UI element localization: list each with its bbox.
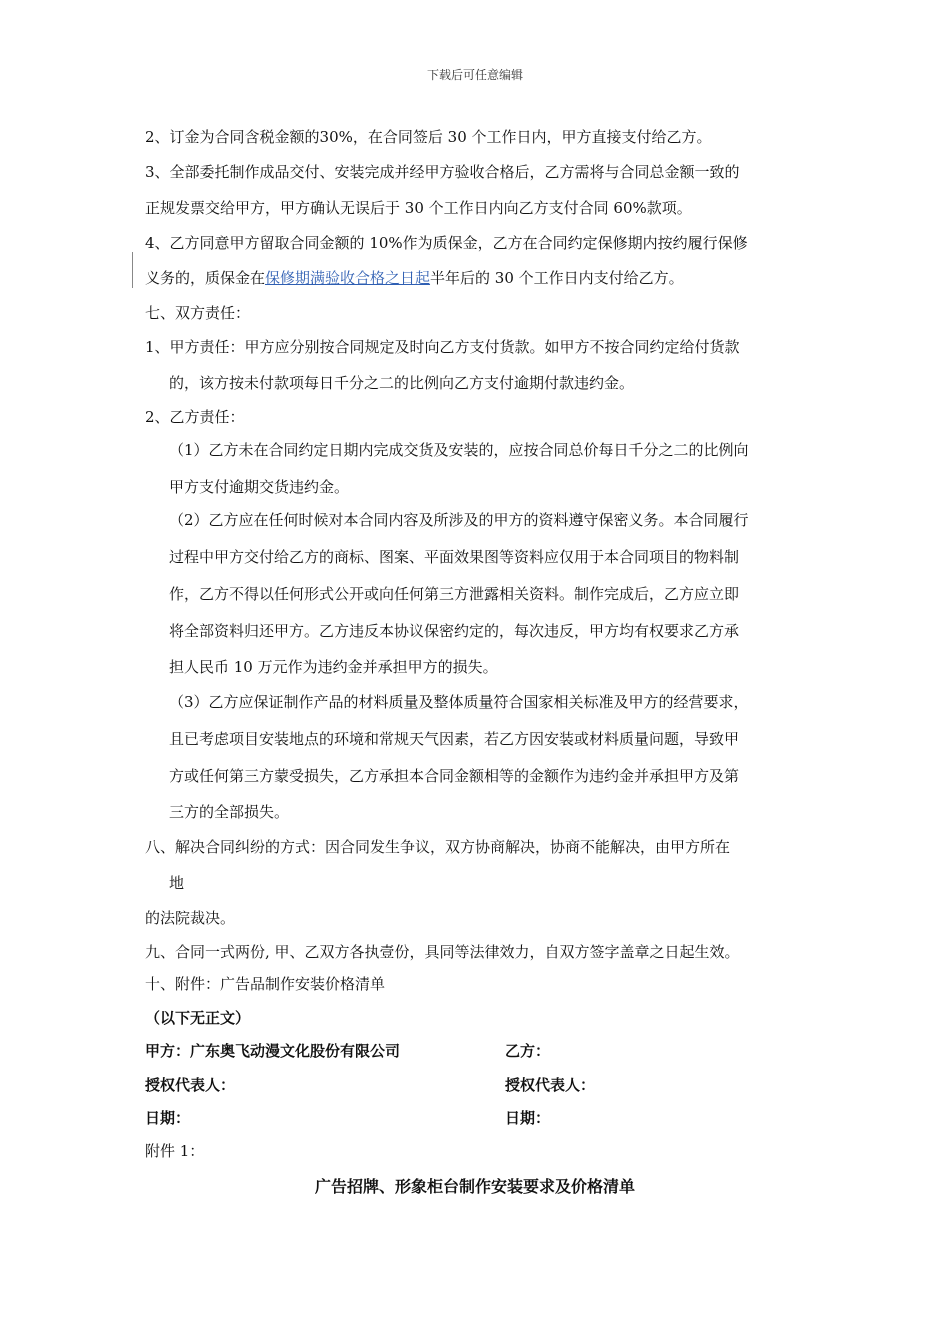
party-a-date: 日期： <box>145 1109 191 1127</box>
duty-b2-line1: （2）乙方应在任何时候对本合同内容及所涉及的甲方的资料遵守保密义务。本合同履行 <box>169 511 749 529</box>
clause-4-line1: 4、乙方同意甲方留取合同金额的 10%作为质保金，乙方在合同约定保修期内按约履行保修 <box>145 234 748 252</box>
party-b-duty-heading: 2、乙方责任： <box>145 408 245 426</box>
duty-b2-line5: 担人民币 10 万元作为违约金并承担甲方的损失。 <box>169 658 498 676</box>
attachment-label: 附件 1： <box>145 1142 205 1160</box>
revision-link[interactable]: 保修期满验收合格之日起 <box>265 269 431 287</box>
duty-b3-line4: 三方的全部损失。 <box>169 803 290 821</box>
clause-3-line1: 3、全部委托制作成品交付、安装完成并经甲方验收合格后，乙方需将与合同总金额一致的 <box>145 163 740 181</box>
revision-bar <box>132 252 133 288</box>
duty-b2-line2: 过程中甲方交付给乙方的商标、图案、平面效果图等资料应仅用于本合同项目的物料制 <box>169 548 740 566</box>
duty-b1-line1: （1）乙方未在合同约定日期内完成交货及安装的，应按合同总价每日千分之二的比例向 <box>169 441 749 459</box>
clause-4-text-post: 半年后的 30 个工作日内支付给乙方。 <box>430 269 684 287</box>
duty-b2-line4: 将全部资料归还甲方。乙方违反本协议保密约定的，每次违反，甲方均有权要求乙方承 <box>169 622 740 640</box>
party-a-duty-line2: 的，该方按未付款项每日千分之二的比例向乙方支付逾期付款违约金。 <box>169 374 635 392</box>
section-8-line2: 地 <box>169 874 185 892</box>
section-8-line1: 八、解决合同纠纷的方式：因合同发生争议，双方协商解决，协商不能解决，由甲方所在 <box>145 838 731 856</box>
duty-b1-line2: 甲方支付逾期交货违约金。 <box>169 478 350 496</box>
party-b-signature: 乙方： <box>505 1042 551 1060</box>
duty-b2-line3: 作，乙方不得以任何形式公开或向任何第三方泄露相关资料。制作完成后，乙方应立即 <box>169 585 740 603</box>
section-10: 十、附件：广告品制作安装价格清单 <box>145 975 386 993</box>
section-9: 九、合同一式两份, 甲、乙双方各执壹份，具同等法律效力，自双方签字盖章之日起生效。 <box>145 943 740 961</box>
party-b-representative: 授权代表人： <box>505 1076 596 1094</box>
party-a-representative: 授权代表人： <box>145 1076 236 1094</box>
duty-b3-line1: （3）乙方应保证制作产品的材料质量及整体质量符合国家相关标准及甲方的经营要求， <box>169 693 749 711</box>
no-more-text: （以下无正文） <box>145 1009 251 1027</box>
section-7-heading: 七、双方责任： <box>145 304 251 322</box>
clause-4-line2 <box>145 268 684 288</box>
party-a-signature: 甲方：广东奥飞动漫文化股份有限公司 <box>145 1042 401 1060</box>
clause-3-line2: 正规发票交给甲方，甲方确认无误后于 30 个工作日内向乙方支付合同 60%款项。 <box>145 199 692 217</box>
attachment-title: 广告招牌、形象柜台制作安装要求及价格清单 <box>314 1177 635 1196</box>
section-8-line3: 的法院裁决。 <box>145 909 236 927</box>
clause-2: 2、订金为合同含税金额的30%，在合同签后 30 个工作日内，甲方直接支付给乙方。 <box>145 128 712 146</box>
clause-4-text-pre: 义务的，质保金在 <box>145 269 266 287</box>
party-b-date: 日期： <box>505 1109 551 1127</box>
duty-b3-line2: 且已考虑项目安装地点的环境和常规天气因素，若乙方因安装或材料质量问题，导致甲 <box>169 730 740 748</box>
page-header: 下载后可任意编辑 <box>426 68 523 82</box>
duty-b3-line3: 方或任何第三方蒙受损失，乙方承担本合同金额相等的金额作为违约金并承担甲方及第 <box>169 767 740 785</box>
party-a-duty-line1: 1、甲方责任：甲方应分别按合同规定及时向乙方支付货款。如甲方不按合同约定给付货款 <box>145 338 740 356</box>
